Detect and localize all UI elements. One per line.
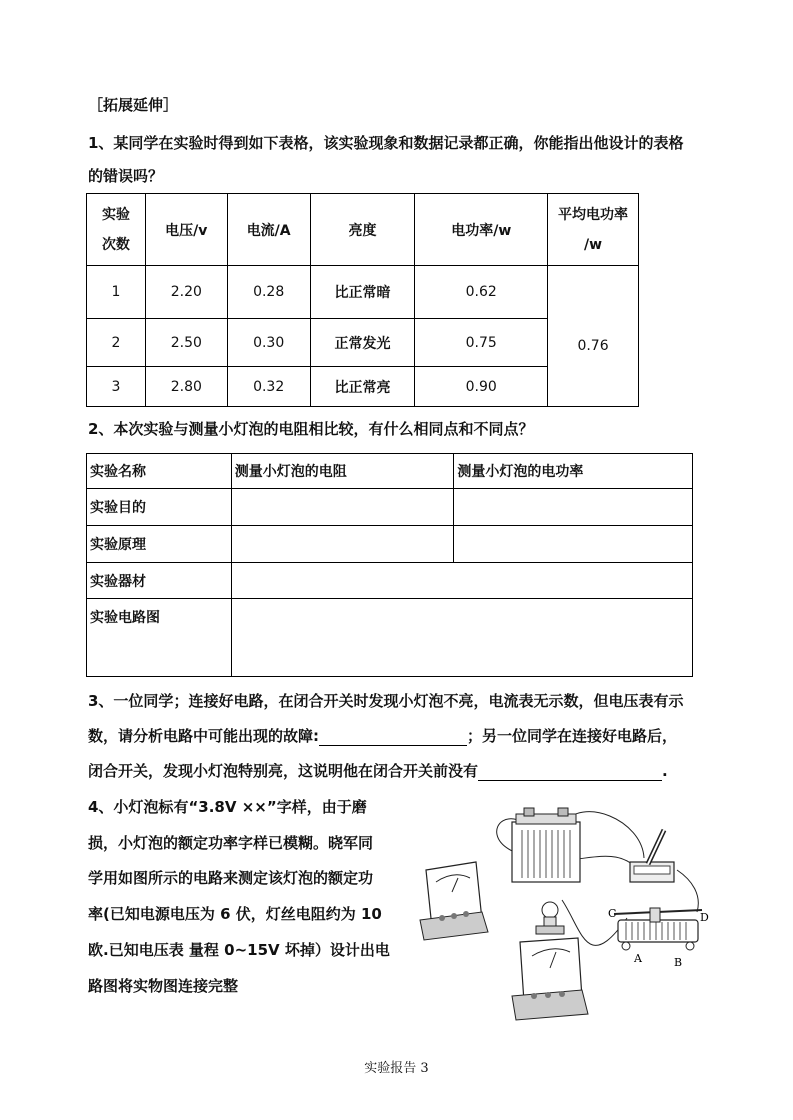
header-brightness: 亮度 — [310, 194, 415, 266]
q4-line1: 4、小灯泡标有“3.8V ××”字样，由于磨 — [88, 798, 367, 816]
header-trial — [87, 194, 146, 266]
header-trial-line2: 次数 — [101, 236, 130, 253]
header-current: 电流/A — [227, 194, 310, 266]
cell-current: 0.30 — [227, 319, 310, 367]
cell-trial: 2 — [87, 319, 146, 367]
table-row — [87, 563, 693, 599]
cell-average-power: 0.76 — [548, 266, 639, 407]
voltmeter-icon — [512, 938, 588, 1020]
cell-empty — [231, 526, 454, 563]
table-row — [87, 599, 693, 677]
q4-line4: 率(已知电源电压为 6 伏，灯丝电阻约为 10 — [88, 905, 382, 923]
header-experiment-name: 实验名称 — [87, 454, 232, 489]
q3-line3-start: 闭合开关，发现小灯泡特别亮，这说明他在闭合开关前没有 — [88, 762, 479, 780]
cell-power: 0.62 — [415, 266, 548, 319]
q2-line: 2、本次实验与测量小灯泡的电阻相比较，有什么相同点和不同点？ — [88, 420, 534, 438]
section-title: ［拓展延伸］ — [88, 96, 179, 114]
cell-empty — [231, 563, 692, 599]
row-label-principle: 实验原理 — [87, 526, 232, 563]
terminal-a-label: A — [634, 952, 642, 965]
answer-blank-step[interactable] — [478, 764, 662, 781]
cell-current: 0.28 — [227, 266, 310, 319]
terminal-b-label: B — [674, 956, 683, 969]
q4-line2: 损，小灯泡的额定功率字样已模糊。晓军同 — [88, 834, 374, 852]
table-row — [87, 489, 693, 526]
q4-line3: 学用如图所示的电路来测定该灯泡的额定功 — [88, 869, 374, 887]
q3-line3 — [88, 760, 668, 781]
apparatus-figure — [412, 800, 720, 1025]
q3-line2-start: 数，请分析电路中可能出现的故障: — [88, 727, 320, 745]
cell-brightness: 比正常暗 — [310, 266, 415, 319]
battery-icon — [512, 808, 580, 882]
header-electric-power: 测量小灯泡的电功率 — [454, 454, 693, 489]
table-row — [87, 526, 693, 563]
cell-empty — [231, 489, 454, 526]
cell-voltage: 2.20 — [145, 266, 227, 319]
q3-line2 — [88, 725, 677, 746]
row-label-circuit-diagram: 实验电路图 — [87, 599, 232, 677]
q1-line2: 的错误吗？ — [88, 167, 164, 185]
answer-blank-fault[interactable] — [319, 729, 467, 746]
header-trial-line1: 实验 — [101, 206, 130, 223]
q4-line5: 欧.已知电压表 量程 0~15V 坏掉）设计出电 — [88, 941, 390, 959]
cell-empty — [454, 489, 693, 526]
ammeter-icon — [420, 862, 488, 940]
q2-compare-table — [86, 453, 693, 677]
cell-current: 0.32 — [227, 367, 310, 407]
header-resistance: 测量小灯泡的电阻 — [231, 454, 454, 489]
bulb-icon — [536, 902, 564, 934]
cell-trial: 3 — [87, 367, 146, 407]
q1-data-table — [86, 193, 639, 407]
cell-voltage: 2.80 — [145, 367, 227, 407]
header-avg-power — [548, 194, 639, 266]
terminal-c-label: C — [608, 907, 617, 920]
header-avg-power-line1: 平均电功率 — [558, 206, 629, 223]
q3-line2-end: ；另一位同学在连接好电路后， — [467, 727, 678, 745]
header-avg-power-line2: /w — [584, 236, 603, 253]
cell-brightness: 正常发光 — [310, 319, 415, 367]
q3-line1: 3、一位同学；连接好电路，在闭合开关时发现小灯泡不亮，电流表无示数，但电压表有示 — [88, 692, 684, 710]
cell-voltage: 2.50 — [145, 319, 227, 367]
header-power: 电功率/w — [415, 194, 548, 266]
row-label-equipment: 实验器材 — [87, 563, 232, 599]
terminal-d-label: D — [700, 911, 709, 924]
rheostat-icon — [614, 908, 702, 950]
cell-power: 0.90 — [415, 367, 548, 407]
cell-empty — [231, 599, 692, 677]
row-label-purpose: 实验目的 — [87, 489, 232, 526]
q3-line3-end: . — [662, 762, 668, 780]
page-footer: 实验报告 3 — [364, 1061, 429, 1076]
cell-empty — [454, 526, 693, 563]
cell-power: 0.75 — [415, 319, 548, 367]
q4-line6: 路图将实物图连接完整 — [88, 977, 239, 995]
table-row — [87, 266, 639, 319]
cell-brightness: 比正常亮 — [310, 367, 415, 407]
header-voltage: 电压/v — [145, 194, 227, 266]
cell-trial: 1 — [87, 266, 146, 319]
q1-line1: 1、某同学在实验时得到如下表格，该实验现象和数据记录都正确，你能指出他设计的表格 — [88, 134, 684, 152]
